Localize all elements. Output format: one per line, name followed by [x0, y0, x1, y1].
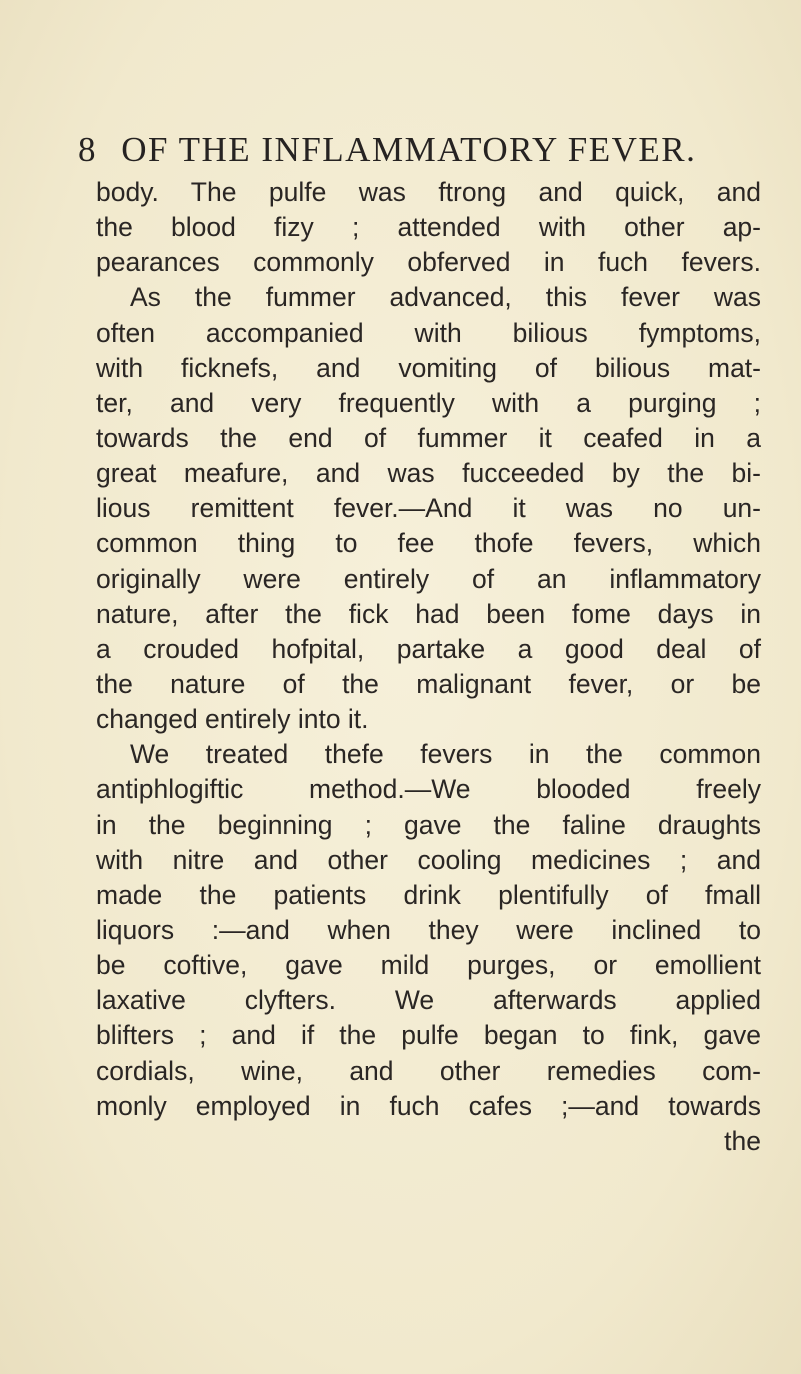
text-line: common thing to fee thofe fevers, which [96, 528, 761, 559]
catchword: the [724, 1125, 761, 1156]
text-line: with nitre and other cooling medicines ; and [96, 844, 761, 875]
text-line: body. The pulfe was ftrong and quick, and [96, 177, 761, 207]
text-line: in the beginning ; gave the faline draughts [96, 809, 761, 840]
text-line: changed entirely into it. [96, 704, 369, 735]
text-line: the blood fizy ; attended with other ap- [96, 212, 761, 243]
text-line: be coftive, gave mild purges, or emollient [96, 950, 761, 981]
text-line: originally were entirely of an inflammatory [96, 563, 761, 594]
text-line: great meafure, and was fucceeded by the bi- [96, 458, 761, 489]
text-line: the nature of the malignant fever, or be [96, 668, 761, 699]
text-line: pearances commonly obferved in fuch fevers. [96, 247, 761, 278]
body-text [96, 175, 761, 1159]
text-line: We treated thefe fevers in the common [130, 739, 761, 770]
text-line: blifters ; and if the pulfe began to fink, gave [96, 1020, 761, 1051]
text-line: towards the end of fummer it ceafed in a [96, 422, 761, 453]
text-line: made the patients drink plentifully of fmall [96, 879, 761, 910]
text-line: cordials, wine, and other remedies com- [96, 1055, 761, 1086]
text-line: often accompanied with bilious fymptoms, [96, 317, 761, 348]
text-line: As the fummer advanced, this fever was [130, 282, 761, 313]
text-line: with ficknefs, and vomiting of bilious mat- [96, 352, 761, 383]
text-line: ter, and very frequently with a purging ; [96, 387, 761, 418]
text-line: nature, after the fick had been fome days in [96, 598, 761, 629]
running-header [78, 130, 738, 170]
text-line: liquors :—and when they were inclined to [96, 914, 761, 945]
text-line: a crouded hofpital, partake a good deal of [96, 633, 761, 664]
text-line: laxative clyfters. We afterwards applied [96, 985, 761, 1016]
text-line: monly employed in fuch cafes ;—and towards [96, 1090, 761, 1121]
text-line: antiphlogiftic method.—We blooded freely [96, 774, 761, 805]
text-line: lious remittent fever.—And it was no un- [96, 493, 761, 524]
page-number: 8 [78, 130, 97, 169]
running-title: OF THE INFLAMMATORY FEVER. [121, 130, 697, 169]
